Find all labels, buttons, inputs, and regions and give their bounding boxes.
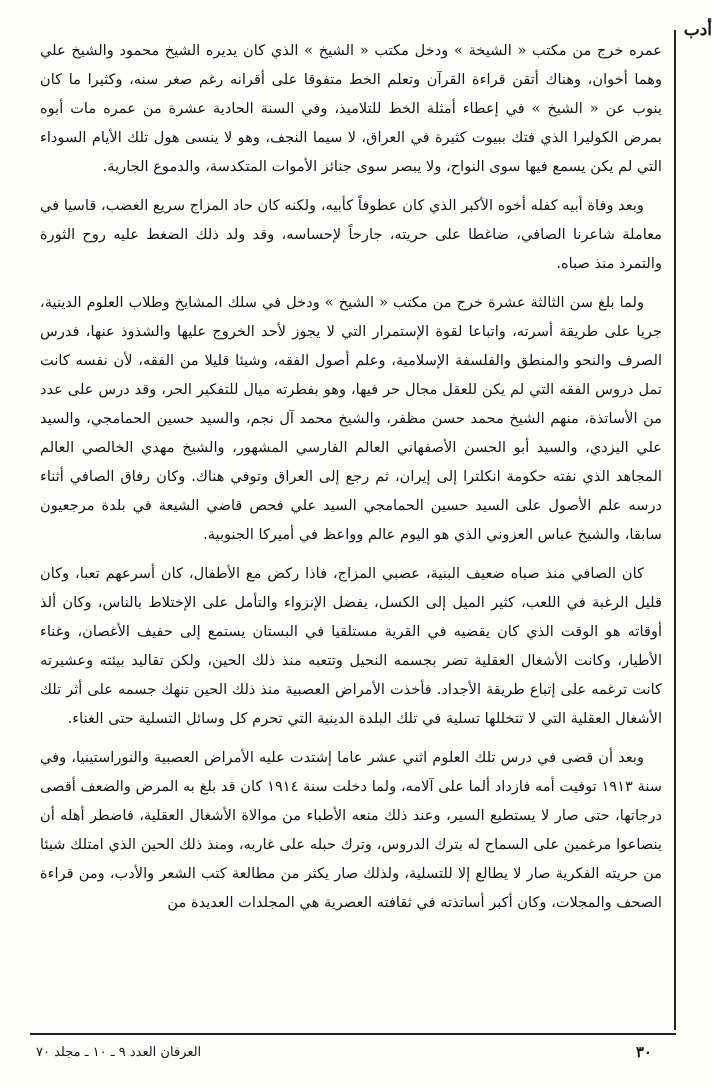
section-label: أدب xyxy=(683,20,712,40)
paragraph-3: ولما بلغ سن الثالثة عشرة خرج من مكتب « الشيخ » ودخل في سلك المشايخ وطلاب العلوم الدينية، جريا على طريقة أسرته، واتباعا لقوة الإستمرار التي لا يجوز لأحد الخروج عليها والشذوذ عنها، فدرس الصرف والنحو والمنطق والفلسفة الإسلامية، وعلم أصول الفقه، وشيئا قليلا من الفقه، لأن نفسه كانت تمل دروس الفقه التي لم يكن للعقل مجال حر فيها، وهو بفطرته ميال للتفكير الحر، وقد درس على عدد من الأساتذة، منهم الشيخ محمد حسن مظفر، والشيخ محمد آل نجم، والسيد حسين الحمامجي، والسيد علي اليزدي، والسيد أبو الحسن الأصفهاني العالم الفارسي المشهور، والشيخ مهدي الخالصي العالم المجاهد الذي نفته حكومة انكلترا إلى إيران، ثم رجع إلى العراق وتوفي هناك. وكان رفاق الصافي أثناء درسه علم الأصول على السيد حسين الحمامجي السيد علي فحص قاضي الشيعة في بلدة مرجعيون سابقا، والشيخ عباس العزوني الذي هو اليوم عالم وواعظ في أميركا الجنوبية. xyxy=(40,294,662,543)
page-footer xyxy=(36,1040,652,1064)
footer-rule xyxy=(30,1033,676,1035)
paragraph-4: كان الصافي منذ صباه ضعيف البنية، عصبي المزاج، فاذا ركض مع الأطفال، كان أسرعهم تعبا، وكان قليل الرغبة في اللعب، كثير الميل إلى الكسل، يفضل الإنزواء والتأمل على الإختلاط بالناس، وكان ألذ أوقاته هو الوقت الذي كان يقضيه في القرية مستلقيا في البستان يستمع إلى حفيف الأغصان، وغناء الأطيار، وكانت الأشغال العقلية تضر بجسمه النحيل وتتعبه منذ ذلك الحين، ولكن تقاليد بيئته وعشيرته كانت ترغمه على إتباع طريقة الأجداد. فأخذت الأمراض العصبية منذ ذلك الحين تنهك جسمه على أثر تلك الأشغال العقلية التي لا تتخللها تسلية في تلك البلدة الدينية التي تحرم كل وسائل التسلية حتى الغناء. xyxy=(40,565,662,727)
page-number: ٣٠ xyxy=(635,1043,652,1061)
journal-citation: العرفان العدد ٩ ـ ١٠ ـ مجلد ٧٠ xyxy=(36,1044,202,1060)
paragraph-1: عمره خرج من مكتب « الشيخة » ودخل مكتب « الشيخ » الذي كان يديره الشيخ محمود والشيخ علي وهما أخوان، وهناك أتقن قراءة القرآن وتعلم الخط متفوقا على أقرانه رغم صغر سنه، وكثيرا ما كان ينوب عن « الشيخ » في إعطاء أمثلة الخط للتلاميذ، وفي السنة الحادية عشرة من عمره مات أبوه بمرض الكوليرا الذي فتك ببيوت كثيرة في العراق، لا سيما النجف، وهو لا ينسى هول تلك الأيام السوداء التي لم يكن يسمع فيها سوى النواح، ولا يبصر سوى جنائز الأموات المتكدسة، والدموع الجارية. xyxy=(40,42,662,175)
paragraph-5: وبعد أن قضى في درس تلك العلوم اثني عشر عاما إشتدت عليه الأمراض العصبية والنوراستينيا، وفي سنة ١٩١٣ توفيت أمه فازداد ألما على آلامه، ولما دخلت سنة ١٩١٤ كان قد بلغ به المرض والضعف أقصى درجاتها، حتى صار لا يستطيع السير، وعند ذلك منعه الأطباء من موالاة الأشغال العقلية، فاضطر أهله أن ينصاعوا مرغمين على السماح له بترك الدروس، وترك حبله على غاربه، ومنذ ذلك الحين الذي امتلك شيئا من حريته الفكرية صار لا يطالع إلا للتسلية، ولذلك صار يكثر من مطالعة كتب الشعر والأدب، ومن قراءة الصحف والمجلات، وكان أكبر أساتذته في ثقافته العصرية هي المجلدات العديدة من xyxy=(40,749,662,911)
article-body xyxy=(40,36,662,927)
paragraph-2: وبعد وفاة أبيه كفله أخوه الأكبر الذي كان عطوفاً كأبيه، ولكنه كان حاد المزاج سريع الغضب، قاسيا في معاملة شاعرنا الصافي، ضاغطا على حريته، جارحاً لإحساسه، وقد ولد ذلك الضغط عليه روح الثورة والتمرد منذ صباه. xyxy=(40,197,662,272)
margin-rule xyxy=(674,30,676,1030)
